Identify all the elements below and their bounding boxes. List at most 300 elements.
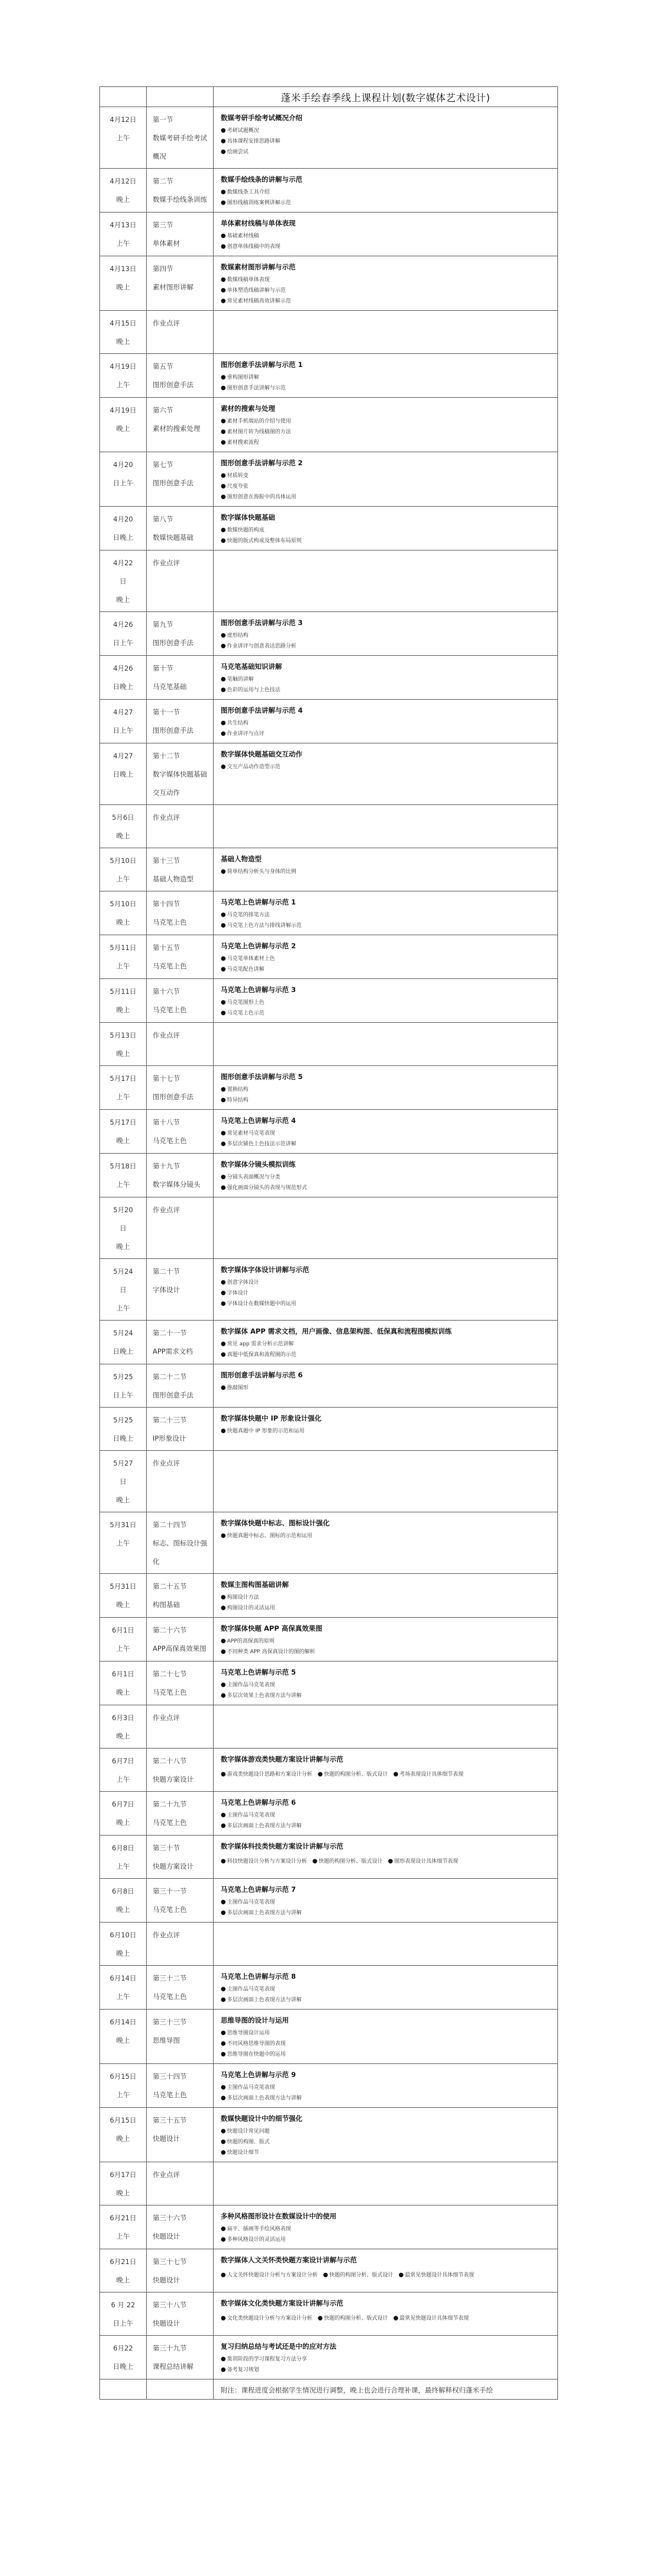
- bullet-list: [221, 275, 554, 307]
- session-cell: [147, 612, 214, 656]
- bullet-text: 交互产品动作造型示范: [227, 764, 280, 770]
- date-cell: [100, 2249, 147, 2292]
- date-cell: [100, 1110, 147, 1154]
- lesson-title: 多种风格图形设计在数媒设计中的使用: [221, 2212, 337, 2220]
- schedule-row: [100, 1574, 558, 1618]
- content-cell: [214, 935, 558, 979]
- bullet-text: 多层次画面上色表现方法与讲解: [227, 1997, 302, 2003]
- session-cell: [147, 1705, 214, 1749]
- schedule-row: [100, 507, 558, 550]
- bullet-item: [221, 1095, 554, 1106]
- bullet-list: [221, 2311, 554, 2324]
- content-cell: [214, 1066, 558, 1110]
- schedule-row: [100, 107, 558, 169]
- date-cell: [100, 1574, 147, 1618]
- bullet-text: 主图作品马克笔表现: [227, 1899, 275, 1905]
- bullet-dot-icon: ●: [221, 922, 226, 929]
- schedule-row: [100, 743, 558, 805]
- bullet-item: [221, 1690, 554, 1701]
- bullet-text: 多层次铺色上色技法示范讲解: [227, 1141, 296, 1147]
- bullet-dot-icon: ●: [221, 2128, 226, 2134]
- bullet-text: 简单结构分析头与身体的比例: [227, 869, 296, 875]
- bullet-list: [221, 2126, 554, 2158]
- bullet-text: 多层次效果上色表现方法与讲解: [227, 1693, 302, 1699]
- date-text: 5月31日 上午: [109, 1521, 137, 1547]
- session-text: 第十九节 数字媒体分镜头: [153, 1162, 201, 1189]
- content-cell: [214, 2108, 558, 2162]
- bullet-dot-icon: ●: [221, 1812, 226, 1818]
- session-text: 第十四节 马克笔上色: [153, 900, 187, 926]
- session-cell: [147, 398, 214, 452]
- content-cell: [214, 1618, 558, 1661]
- content-cell: [214, 2249, 558, 2292]
- bullet-item: [221, 1383, 554, 1393]
- date-cell: [100, 2064, 147, 2108]
- schedule-row: [100, 2064, 558, 2108]
- bullet-dot-icon: ●: [221, 527, 226, 533]
- bullet-list: [221, 1636, 554, 1657]
- bullet-dot-icon: ●: [221, 2095, 226, 2101]
- lesson-title: 数字媒体人文关怀类快题方案设计讲解与示范: [221, 2256, 357, 2264]
- date-text: 5月27 日 晚上: [113, 1459, 133, 1504]
- bullet-item: [221, 1128, 554, 1139]
- bullet-item: [221, 372, 554, 383]
- date-text: 5月20 日 晚上: [113, 1206, 133, 1251]
- session-text: 作业点评: [153, 1714, 180, 1722]
- content-cell: [214, 2292, 558, 2336]
- lesson-title: 图形创意手法讲解与示范 1: [221, 360, 303, 369]
- session-text: 第三十四节 马克笔上色: [153, 2072, 187, 2099]
- bullet-item: [221, 1299, 554, 1309]
- content-cell: [214, 743, 558, 805]
- bullet-item: [221, 674, 554, 685]
- lesson-title: 数字媒体科技类快题方案设计讲解与示范: [221, 1842, 343, 1850]
- bullet-dot-icon: ●: [221, 537, 226, 544]
- bullet-dot-icon: ●: [221, 2315, 226, 2321]
- bullet-item: [221, 1995, 554, 2005]
- bullet-item: [221, 437, 554, 448]
- bullet-list: [221, 416, 554, 448]
- date-cell: [100, 656, 147, 700]
- schedule-row: [100, 2205, 558, 2249]
- bullet-text: 图形创意手法讲解与示范: [227, 385, 286, 391]
- bullet-item: [221, 2224, 554, 2234]
- session-cell: [147, 550, 214, 612]
- content-cell: [214, 311, 558, 354]
- bullet-list: [221, 2224, 554, 2245]
- bullet-text: 马克笔图形上色: [227, 1000, 265, 1006]
- bullet-text: 多层次画面上色表现方法与讲解: [227, 1910, 302, 1916]
- lesson-title: 素材的搜索与处理: [221, 404, 275, 413]
- session-text: 作业点评: [153, 1206, 180, 1214]
- bullet-text: 数媒线条工具介绍: [227, 189, 270, 195]
- date-text: 4月26 日晚上: [112, 664, 134, 691]
- lesson-title: 马克笔上色讲解与示范 6: [221, 1798, 296, 1807]
- bullet-text: 文化类快题设计分析与方案设计分析: [227, 2316, 312, 2321]
- bullet-item: [221, 729, 554, 739]
- session-cell: [147, 1321, 214, 1364]
- bullet-text: 扁平、插画等手绘风格表现: [227, 2226, 291, 2232]
- date-text: 4月19日 晚上: [109, 406, 137, 433]
- bullet-list: [221, 1531, 554, 1541]
- bullet-text: 常见素材线稿高效讲解示范: [227, 298, 291, 304]
- session-text: 第八节 数媒快题基础: [153, 515, 193, 542]
- date-cell: [100, 1749, 147, 1792]
- bullet-item: [221, 1908, 554, 1918]
- date-cell: [100, 1321, 147, 1364]
- bullet-item: [221, 2028, 554, 2039]
- session-cell: [147, 2064, 214, 2108]
- date-text: 4月20 日晚上: [112, 515, 134, 542]
- bullet-text: 字体设计在数媒快题中的运用: [227, 1301, 296, 1307]
- bullet-text: 置换结构: [227, 1087, 249, 1093]
- bullet-item: [221, 2137, 554, 2147]
- bullet-dot-icon: ●: [221, 2149, 226, 2156]
- bullet-text: 快题设计常见问题: [227, 2129, 270, 2134]
- session-cell: [147, 891, 214, 935]
- bullet-dot-icon: ●: [221, 2040, 226, 2047]
- date-text: 5月13日 晚上: [109, 1031, 137, 1058]
- lesson-title: 单体素材线稿与单体表现: [221, 219, 296, 227]
- bullet-text: 快题的构图、版式: [227, 2139, 270, 2145]
- session-text: 第一节 数媒考研手绘考试概况: [153, 115, 207, 160]
- bullet-item: [221, 383, 554, 394]
- content-cell: [214, 2064, 558, 2108]
- bullet-dot-icon: ●: [221, 676, 226, 682]
- bullet-dot-icon: ●: [221, 1594, 226, 1601]
- date-text: 4月20 日上午: [112, 461, 134, 487]
- bullet-dot-icon: ●: [221, 374, 226, 381]
- content-cell: [214, 212, 558, 256]
- date-cell: [100, 743, 147, 805]
- date-cell: [100, 398, 147, 452]
- bullet-item: [221, 187, 554, 198]
- session-text: 第三十节 快题方案设计: [153, 1844, 193, 1870]
- bullet-dot-icon: ●: [221, 955, 226, 962]
- bullet-list: [221, 674, 554, 695]
- schedule-row: [100, 700, 558, 743]
- session-cell: [147, 656, 214, 700]
- schedule-row: [100, 1792, 558, 1836]
- schedule-row: [100, 1451, 558, 1512]
- bullet-dot-icon: ●: [221, 276, 226, 283]
- date-text: 4月15日 晚上: [109, 319, 137, 346]
- content-cell: [214, 848, 558, 891]
- date-text: 4月27 日上午: [112, 708, 134, 735]
- date-text: 6月21日 上午: [109, 2214, 137, 2240]
- content-cell: [214, 2010, 558, 2064]
- title-row: [100, 87, 558, 107]
- bullet-dot-icon: ●: [317, 1771, 323, 1778]
- session-cell: [147, 452, 214, 507]
- bullet-list: [221, 231, 554, 252]
- bullet-text: 游戏类快题设计思路和方案设计分析: [227, 1772, 312, 1778]
- session-cell: [147, 1110, 214, 1154]
- lesson-title: 数媒素材图形讲解与示范: [221, 263, 296, 271]
- bullet-item: [221, 147, 554, 157]
- date-cell: [100, 1451, 147, 1512]
- bullet-text: 集训阶段的学习课程复习方法分享: [227, 2356, 307, 2362]
- bullet-dot-icon: ●: [393, 2315, 399, 2321]
- bullet-text: 作业讲评与点评: [227, 731, 265, 737]
- session-text: 第二十三节 IP形象设计: [153, 1416, 187, 1442]
- date-text: 5月17日 上午: [109, 1074, 137, 1101]
- session-text: 第五节 图形创意手法: [153, 362, 193, 389]
- content-cell: [214, 656, 558, 700]
- date-cell: [100, 979, 147, 1023]
- date-cell: [100, 256, 147, 311]
- bullet-text: 不同风格思维导图的表现: [227, 2041, 286, 2047]
- bullet-text: APP的高保真的原则: [227, 1638, 275, 1644]
- bullet-item: [221, 1008, 554, 1019]
- bullet-item: [221, 1139, 554, 1149]
- schedule-note: 附注：课程进度会根据学生情况进行调整，晚上也会进行合理补课，最终解释权归蓬米手绘: [221, 2386, 493, 2394]
- date-text: 6月1日 上午: [112, 1626, 134, 1653]
- bullet-text: 常见 app 需求分析示范讲解: [227, 1341, 294, 1347]
- bullet-dot-icon: ●: [221, 1771, 226, 1778]
- lesson-title: 数字媒体分镜头模拟训练: [221, 1160, 296, 1168]
- bullet-item: [221, 1647, 554, 1657]
- bullet-item: [221, 1288, 554, 1299]
- session-cell: [147, 1749, 214, 1792]
- content-cell: [214, 2162, 558, 2205]
- session-text: 作业点评: [153, 813, 180, 822]
- bullet-text: 备考复习规划: [227, 2367, 259, 2373]
- lesson-title: 数字媒体文化类快题方案设计讲解与示范: [221, 2299, 343, 2307]
- schedule-row: [100, 935, 558, 979]
- schedule-row: [100, 2108, 558, 2162]
- schedule-row: [100, 1836, 558, 1879]
- lesson-title: 数字媒体快题基础: [221, 513, 275, 521]
- content-cell: [214, 805, 558, 848]
- bullet-text: 主图作品马克笔表现: [227, 1812, 275, 1818]
- bullet-dot-icon: ●: [221, 1899, 226, 1905]
- note-cell: [214, 2379, 558, 2400]
- bullet-dot-icon: ●: [221, 966, 226, 973]
- bullet-dot-icon: ●: [221, 494, 226, 500]
- schedule-row: [100, 1364, 558, 1408]
- bullet-dot-icon: ●: [221, 912, 226, 918]
- date-cell: [100, 1364, 147, 1408]
- date-cell: [100, 935, 147, 979]
- bullet-text: 图形表现设计具体细节表现: [394, 1859, 459, 1865]
- session-cell: [147, 1618, 214, 1661]
- bullet-text: 绘画尝试: [227, 149, 249, 155]
- bullet-dot-icon: ●: [322, 2272, 328, 2278]
- content-cell: [214, 507, 558, 550]
- session-cell: [147, 1836, 214, 1879]
- session-text: 作业点评: [153, 2171, 180, 2179]
- bullet-item: [221, 1680, 554, 1690]
- date-text: 5月24 日 上午: [113, 1267, 133, 1312]
- session-cell: [147, 169, 214, 212]
- content-cell: [214, 1512, 558, 1574]
- bullet-text: 多种风格设计的灵活运用: [227, 2237, 286, 2243]
- bullet-item: [221, 762, 554, 772]
- schedule-row: [100, 1154, 558, 1197]
- bullet-dot-icon: ●: [221, 1097, 226, 1103]
- bullet-text: 快题设计细节: [227, 2150, 259, 2156]
- date-text: 6月15日 晚上: [109, 2116, 137, 2143]
- date-text: 5月11日 上午: [109, 944, 137, 970]
- session-text: 第十七节 图形创意手法: [153, 1074, 193, 1101]
- session-text: 第二十六节 APP高保真效果图: [153, 1626, 207, 1653]
- date-cell: [100, 550, 147, 612]
- bullet-text: 素材搜索流程: [227, 440, 259, 446]
- date-cell: [100, 354, 147, 398]
- bullet-item: [221, 1172, 554, 1183]
- date-cell: [100, 1966, 147, 2010]
- lesson-title: 图形创意手法讲解与示范 3: [221, 619, 303, 627]
- bullet-item: [221, 1183, 554, 1193]
- lesson-title: 数字媒体快题中标志、图标设计强化: [221, 1519, 330, 1527]
- bullet-text: 创意单体线稿中的表现: [227, 244, 280, 250]
- bullet-item: [221, 2093, 554, 2104]
- bullet-text: 数媒线稿单体表现: [227, 277, 270, 283]
- content-cell: [214, 1792, 558, 1836]
- bullet-item: [221, 1769, 312, 1780]
- date-text: 4月26 日上午: [112, 620, 134, 647]
- bullet-item: [221, 630, 554, 641]
- bullet-dot-icon: ●: [221, 632, 226, 639]
- date-text: 6月7日 晚上: [112, 1800, 134, 1827]
- session-text: 第三十五节 快题设计: [153, 2116, 187, 2143]
- date-cell: [100, 805, 147, 848]
- title-blank-cell: [147, 87, 214, 107]
- schedule-row: [100, 979, 558, 1023]
- date-cell: [100, 612, 147, 656]
- bullet-text: 笔触的讲解: [227, 677, 254, 682]
- session-cell: [147, 107, 214, 169]
- bullet-dot-icon: ●: [221, 1010, 226, 1016]
- date-text: 6月10日 晚上: [109, 1931, 137, 1957]
- bullet-text: 数媒快题的构成: [227, 527, 265, 533]
- date-text: 6月14日 上午: [109, 1974, 137, 2001]
- bullet-text: 快题的构图分析、版式设计: [324, 2316, 388, 2321]
- schedule-row: [100, 1512, 558, 1574]
- bullet-list: [221, 1084, 554, 1106]
- bullet-dot-icon: ●: [221, 1692, 226, 1699]
- bullet-list: [221, 1592, 554, 1614]
- bullet-dot-icon: ●: [221, 472, 226, 479]
- session-cell: [147, 2205, 214, 2249]
- date-cell: [100, 1259, 147, 1321]
- lesson-title: 马克笔上色讲解与示范 9: [221, 2071, 296, 2079]
- session-text: 第二十七节 马克笔上色: [153, 1670, 187, 1696]
- bullet-dot-icon: ●: [221, 287, 226, 294]
- bullet-item: [221, 481, 554, 492]
- bullet-text: 构图设计的灵活运用: [227, 1605, 275, 1611]
- schedule-row: [100, 2162, 558, 2205]
- bullet-item: [221, 1277, 554, 1288]
- lesson-title: 数字媒体快题中 IP 形象设计强化: [221, 1414, 322, 1422]
- date-text: 5月25 日晚上: [112, 1416, 134, 1442]
- content-cell: [214, 169, 558, 212]
- bullet-item: [221, 2147, 554, 2158]
- bullet-item: [221, 2365, 554, 2375]
- bullet-item: [221, 718, 554, 729]
- session-text: 第四节 素材图形讲解: [153, 265, 193, 291]
- date-text: 5月10日 上午: [109, 856, 137, 883]
- lesson-title: 马克笔上色讲解与示范 8: [221, 1972, 296, 1981]
- session-cell: [147, 2336, 214, 2379]
- lesson-title: 马克笔上色讲解与示范 4: [221, 1116, 296, 1125]
- bullet-dot-icon: ●: [221, 1997, 226, 2003]
- bullet-text: 强化画面分镜头的表现与规范形式: [227, 1185, 307, 1191]
- session-cell: [147, 2249, 214, 2292]
- date-text: 6月3日 晚上: [112, 1714, 134, 1740]
- bullet-item: [221, 867, 554, 877]
- session-text: 第二十节 字体设计: [153, 1267, 180, 1294]
- bullet-item: [312, 1856, 383, 1867]
- lesson-title: 图形创意手法讲解与示范 6: [221, 1371, 303, 1379]
- content-cell: [214, 398, 558, 452]
- bullet-text: 尺度夸张: [227, 484, 249, 490]
- lesson-title: 数媒手绘线条的讲解与示范: [221, 175, 302, 183]
- title-blank-cell: [100, 87, 147, 107]
- lesson-title: 马克笔基础知识讲解: [221, 662, 282, 671]
- bullet-text: 人文关怀快题设计分析与方案设计分析: [227, 2272, 318, 2278]
- session-cell: [147, 805, 214, 848]
- bullet-text: 单体塑造线稿讲解与示范: [227, 288, 286, 294]
- bullet-item: [221, 231, 554, 242]
- date-text: 6月8日 晚上: [112, 1887, 134, 1914]
- schedule-row: [100, 2292, 558, 2336]
- bullet-dot-icon: ●: [221, 1300, 226, 1307]
- date-cell: [100, 1792, 147, 1836]
- bullet-dot-icon: ●: [221, 1648, 226, 1655]
- bullet-list: [221, 2354, 554, 2375]
- session-text: 第二十四节 标志、图标设计强化: [153, 1521, 207, 1566]
- bullet-dot-icon: ●: [221, 1279, 226, 1286]
- date-cell: [100, 700, 147, 743]
- bullet-dot-icon: ●: [221, 687, 226, 693]
- date-text: 4月19日 上午: [109, 362, 137, 389]
- bullet-dot-icon: ●: [221, 1130, 226, 1136]
- bullet-dot-icon: ●: [221, 2084, 226, 2091]
- bullet-item: [221, 2049, 554, 2060]
- bullet-list: [221, 187, 554, 208]
- bullet-text: 字体设计: [227, 1290, 249, 1296]
- session-cell: [147, 2292, 214, 2336]
- session-cell: [147, 2162, 214, 2205]
- bullet-list: [221, 1383, 554, 1393]
- bullet-item: [221, 285, 554, 296]
- bullet-list: [221, 1426, 554, 1437]
- schedule-row: [100, 612, 558, 656]
- bullet-list: [221, 2268, 554, 2281]
- date-text: 6月14日 晚上: [109, 2018, 137, 2044]
- bullet-item: [221, 242, 554, 252]
- bullet-text: 快题的构图分析、版式设计: [318, 1859, 383, 1865]
- bullet-list: [221, 718, 554, 739]
- content-cell: [214, 107, 558, 169]
- content-cell: [214, 1923, 558, 1966]
- bullet-item: [221, 427, 554, 437]
- schedule-row: [100, 1110, 558, 1154]
- bullet-item: [323, 2270, 393, 2281]
- lesson-title: 思维导图的设计与运用: [221, 2016, 289, 2024]
- schedule-row: [100, 354, 558, 398]
- bullet-text: 共生结构: [227, 720, 249, 726]
- session-cell: [147, 507, 214, 550]
- lesson-title: 基础人物造型: [221, 855, 262, 863]
- date-text: 4月27 日晚上: [112, 752, 134, 778]
- bullet-text: 科技快题设计分析与方案设计分析: [227, 1859, 307, 1865]
- lesson-title: 数字媒体快题 APP 高保真效果图: [221, 1624, 322, 1632]
- session-cell: [147, 743, 214, 805]
- bullet-list: [221, 1897, 554, 1918]
